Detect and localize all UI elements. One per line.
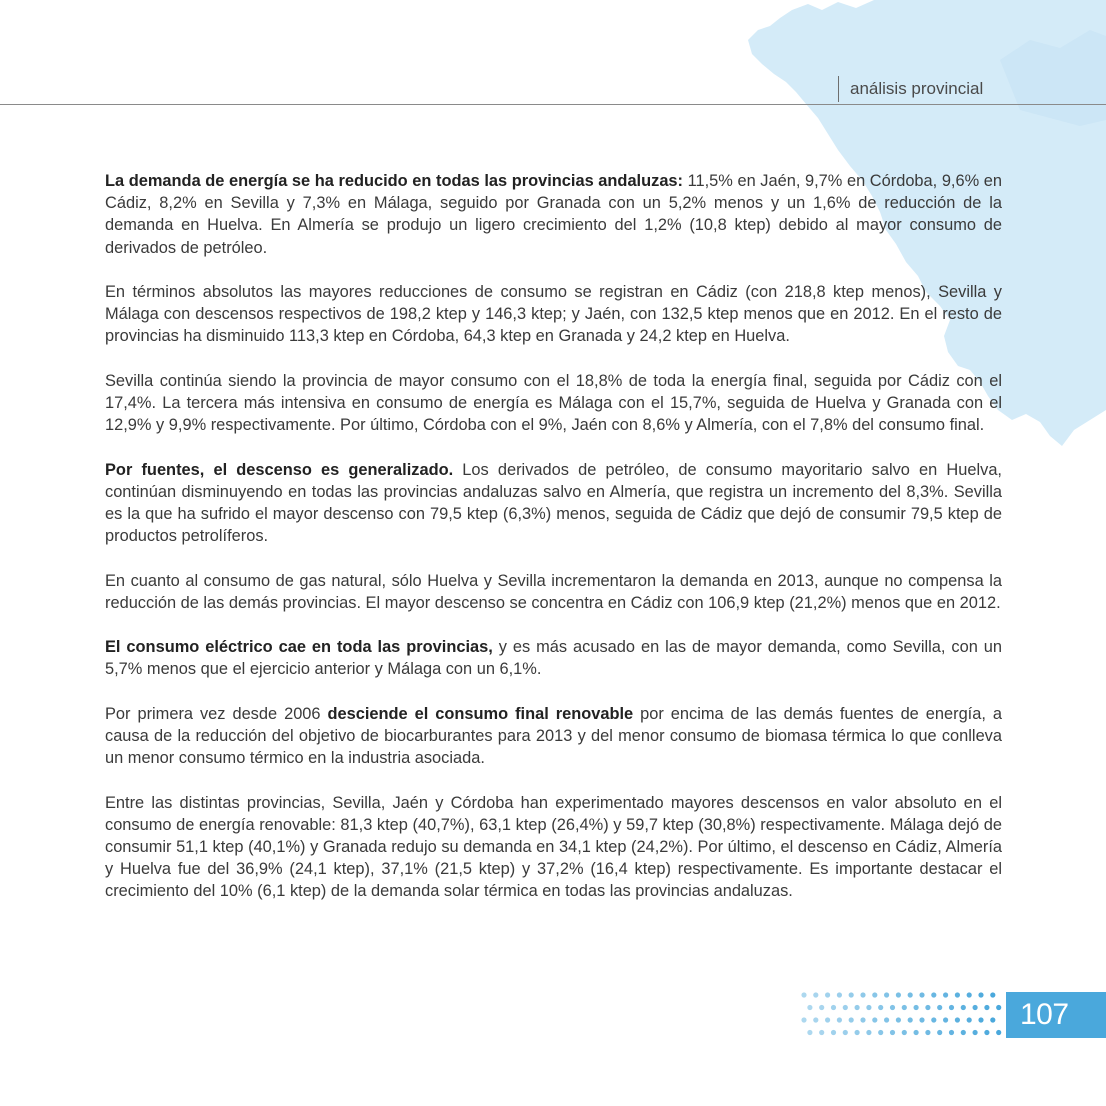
paragraph [105, 170, 1002, 259]
page-number-box [1006, 992, 1106, 1038]
paragraph-pre: Por primera vez desde 2006 [105, 704, 328, 723]
paragraph-text: Los derivados de petróleo, de consumo mayoritario salvo en Huelva, continúan disminuyendo en todas las provincias andaluzas salvo en Almería, que registra un incremento del 8,3%. Sevilla es la que ha sufrido el mayor descenso con 79,5 ktep (6,3%) menos, seguida de Cádiz que dejó de consumir 79,5 ktep de productos petrolíferos. [105, 460, 1002, 546]
paragraph-lead: Por fuentes, el descenso es generalizado. [105, 460, 454, 479]
paragraph-text: Entre las distintas provincias, Sevilla, Jaén y Córdoba han experimentado mayores descensos en valor absoluto en el consumo de energía renovable: 81,3 ktep (40,7%), 63,1 ktep (26,4%) y 59,7 ktep (30,8%) respectivamente. Málaga dejó de consumir 51,1 ktep (40,1%) y Granada redujo su demanda en 34,1 ktep (24,2%). Por último, el descenso en Cádiz, Almería y Huelva fue del 36,9% (24,1 ktep), 37,1% (21,5 ktep) y 37,2% (16,4 ktep) respectivamente. Es importante destacar el crecimiento del 10% (6,1 ktep) de la demanda solar térmica en todas las provincias andaluzas. [105, 793, 1002, 901]
paragraph-lead: El consumo eléctrico cae en toda las provincias, [105, 638, 493, 657]
paragraph [105, 792, 1002, 903]
paragraph [105, 570, 1002, 614]
paragraph-text: 11,5% en Jaén, 9,7% en Córdoba, 9,6% en Cádiz, 8,2% en Sevilla y 7,3% en Málaga, seguido por Granada con un 5,2% menos y un 1,6% de reducción de la demanda en Huelva. En Almería se produjo un ligero crecimiento del 1,2% (10,8 ktep) debido al mayor consumo de derivados de petróleo. [105, 172, 1003, 257]
section-title: análisis provincial [850, 79, 984, 98]
paragraph-text: y es más acusado en las de mayor demanda, como Sevilla, con un 5,7% menos que el ejercicio anterior y Málaga con un 6,1%. [105, 638, 1002, 679]
paragraph [105, 370, 1002, 437]
header-separator [838, 76, 839, 102]
header-rule [0, 104, 1106, 105]
paragraph [105, 636, 1002, 680]
paragraph [105, 703, 1002, 770]
paragraph-lead: La demanda de energía se ha reducido en todas las provincias andaluzas: [105, 172, 684, 190]
paragraph [105, 281, 1002, 348]
decorative-dots [800, 990, 1006, 1042]
paragraph-text: En términos absolutos las mayores reducciones de consumo se registran en Cádiz (con 218,8 ktep menos), Sevilla y Málaga con descensos respectivos de 198,2 ktep y 146,3 ktep; y Jaén, con 132,5 ktep menos que en 2012. En el resto de provincias ha disminuido 113,3 ktep en Córdoba, 64,3 ktep en Granada y 24,2 ktep en Huelva. [105, 283, 1002, 346]
paragraph [105, 459, 1002, 548]
paragraph-emphasis: desciende el consumo final renovable [327, 704, 634, 723]
paragraph-text: por encima de las demás fuentes de energía, a causa de la reducción del objetivo de biocarburantes para 2013 y del menor consumo de biomasa térmica lo que conlleva un menor consumo térmico en la industria asociada. [105, 704, 1002, 768]
body-text [105, 170, 1002, 925]
page-number: 107 [1020, 998, 1069, 1031]
paragraph-text: En cuanto al consumo de gas natural, sólo Huelva y Sevilla incrementaron la demanda en 2013, aunque no compensa la reducción de las demás provincias. El mayor descenso se concentra en Cádiz con 106,9 ktep (21,2%) menos que en 2012. [105, 571, 1002, 612]
paragraph-text: Sevilla continúa siendo la provincia de mayor consumo con el 18,8% de toda la energía final, seguida por Cádiz con el 17,4%. La tercera más intensiva en consumo de energía es Málaga con el 15,7%, seguida de Huelva y Granada con el 12,9% y 9,9% respectivamente. Por último, Córdoba con el 9%, Jaén con 8,6% y Almería, con el 7,8% del consumo final. [105, 371, 1002, 435]
